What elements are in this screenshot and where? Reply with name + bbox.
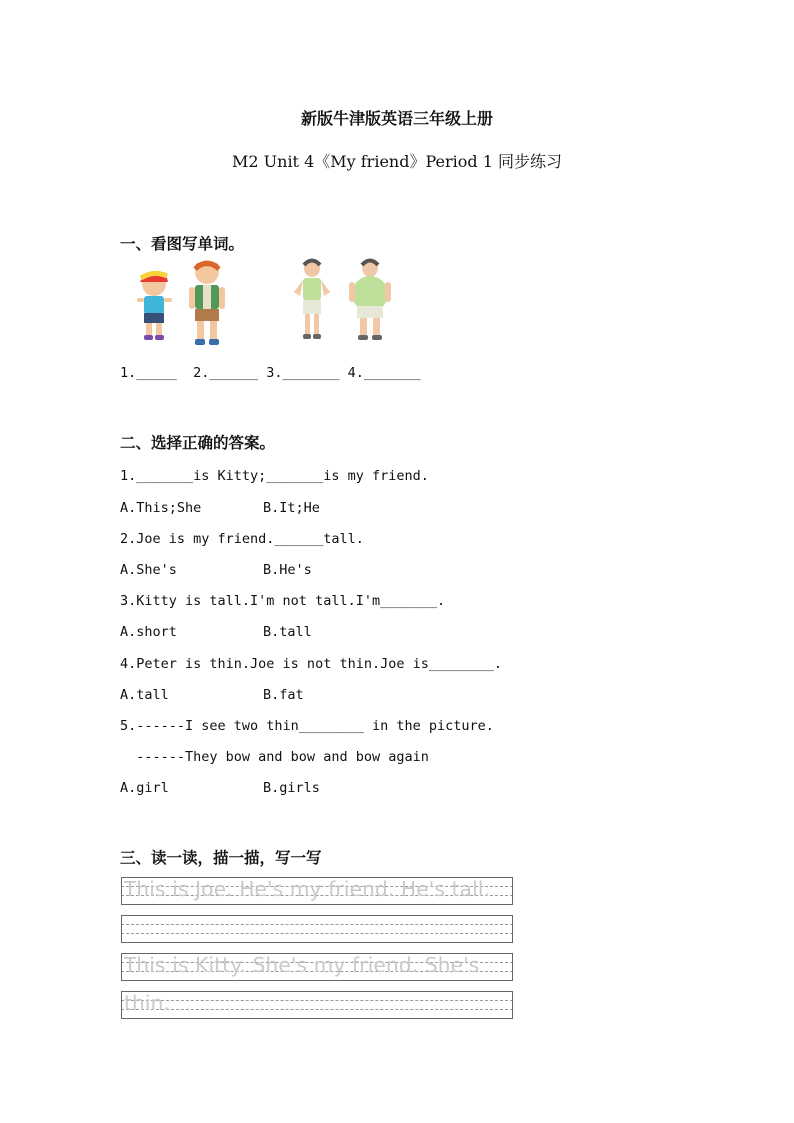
writing-row-3[interactable]: [121, 953, 513, 981]
question-2-option-b[interactable]: B.He's: [263, 562, 312, 578]
figure-row: [132, 258, 402, 348]
writing-row-4[interactable]: [121, 991, 513, 1019]
worksheet-subtitle: M2 Unit 4《My friend》Period 1 同步练习: [232, 152, 562, 171]
section3-heading: 三、读一读，描一描，写一写: [120, 849, 322, 867]
trace-text-4: thin.: [124, 991, 171, 1015]
worksheet-title: 新版牛津版英语三年级上册: [300, 109, 493, 128]
section2-heading: 二、选择正确的答案。: [120, 434, 276, 452]
question-3-option-b[interactable]: B.tall: [263, 624, 312, 640]
tall-boy-figure: [184, 258, 230, 348]
section1-blanks: 1._____ 2.______ 3._______ 4._______: [120, 365, 421, 381]
question-3-option-a[interactable]: A.short: [120, 624, 177, 640]
question-5-stem: 5.------I see two thin________ in the picture.: [120, 718, 494, 734]
question-3-stem: 3.Kitty is tall.I'm not tall.I'm_______.: [120, 593, 446, 609]
trace-text-3: This is Kitty. She's my friend. She's: [124, 953, 480, 977]
fat-man-figure: [346, 258, 394, 346]
question-1-option-a[interactable]: A.This;She: [120, 500, 202, 516]
question-5-stem-reply: ------They bow and bow and bow again: [120, 749, 429, 765]
question-2-stem: 2.Joe is my friend.______tall.: [120, 531, 364, 547]
question-1-option-b[interactable]: B.It;He: [263, 500, 320, 516]
trace-text-1: This is Joe. He's my friend. He's tall.: [124, 877, 491, 901]
section1-heading: 一、看图写单词。: [120, 235, 245, 253]
question-1-stem: 1._______is Kitty;_______is my friend.: [120, 468, 429, 484]
writing-row-1[interactable]: [121, 877, 513, 905]
writing-row-2[interactable]: [121, 915, 513, 943]
question-5-option-a[interactable]: A.girl: [120, 780, 169, 796]
question-4-option-a[interactable]: A.tall: [120, 687, 169, 703]
thin-man-figure: [290, 258, 334, 346]
question-5-option-b[interactable]: B.girls: [263, 780, 320, 796]
question-2-option-a[interactable]: A.She's: [120, 562, 177, 578]
question-4-stem: 4.Peter is thin.Joe is not thin.Joe is________.: [120, 656, 503, 672]
short-boy-figure: [132, 258, 176, 346]
question-4-option-b[interactable]: B.fat: [263, 687, 304, 703]
